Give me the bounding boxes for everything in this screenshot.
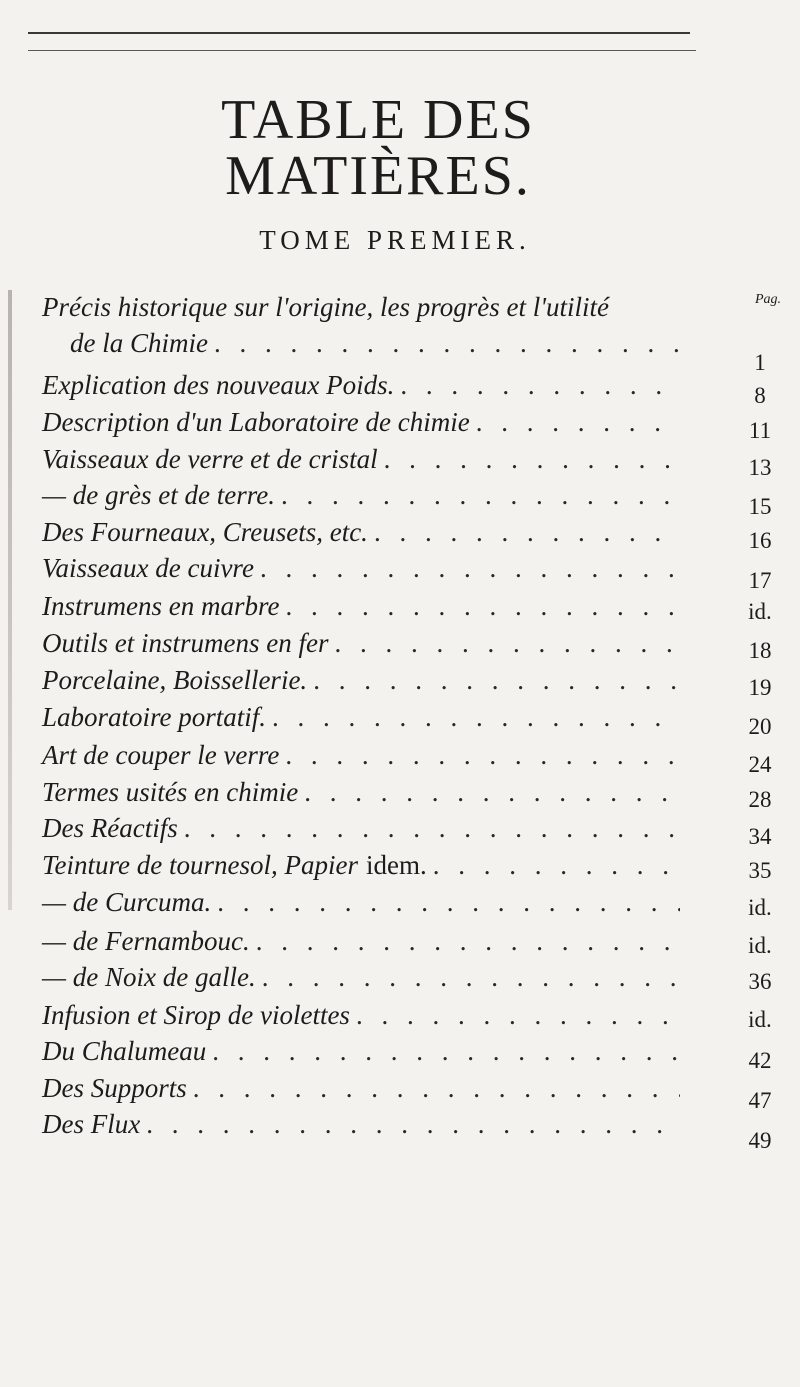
toc-entry-title: Des Réactifs [42,813,178,843]
toc-entry[interactable] [42,924,680,958]
dot-leader [285,589,680,623]
toc-page-number: 36 [748,969,772,994]
toc-page-number: 18 [748,638,772,663]
toc-page-number: 47 [748,1088,772,1113]
toc-entry-title: Du Chalumeau [42,1036,207,1066]
toc-entry-title: Art de couper le verre [42,740,280,770]
toc-entry-title: Termes usités en chimie [42,777,299,807]
volume-subtitle: TOME PREMIER. [259,225,531,255]
dot-leader [285,738,680,772]
dot-leader [356,998,680,1032]
dot-leader [214,326,680,360]
toc-page-number: 49 [748,1128,772,1153]
toc-entry[interactable] [42,1071,680,1105]
dot-leader [304,775,680,809]
toc-page-number: 35 [748,858,772,883]
toc-entry-title: Description d'un Laboratoire de chimie [42,407,470,437]
dot-leader [400,368,680,402]
toc-page-number: 20 [748,714,772,739]
toc-page-number: 24 [748,752,772,777]
dot-leader [184,811,680,845]
toc-entry-title: Teinture de tournesol, Papier [42,850,358,880]
toc-entry-title: Des Fourneaux, Creusets, etc. [42,517,368,547]
toc-entry-title: — de grès et de terre. [42,480,275,510]
dot-leader [433,848,680,882]
toc-page-number: 1 [754,350,766,375]
dot-leader [212,1034,680,1068]
dot-leader [374,515,680,549]
page-title: TABLE DES MATIÈRES. [221,89,535,207]
toc-entry[interactable] [42,405,680,439]
toc-entry[interactable] [42,811,680,845]
toc-entry[interactable] [42,626,680,660]
toc-page-number: id. [748,933,772,958]
toc-entry[interactable] [42,960,680,994]
toc-page-number: id. [748,895,772,920]
dot-leader [260,551,680,585]
dot-leader [281,478,680,512]
toc-page-number: 34 [748,824,772,849]
toc-entry[interactable] [42,515,680,549]
dot-leader [476,405,680,439]
toc-entry[interactable] [42,551,680,585]
toc-entry[interactable] [42,290,745,324]
toc-page-number: 17 [748,568,772,593]
toc-page-number: 19 [748,675,772,700]
toc-entry-title: Infusion et Sirop de violettes [42,1000,350,1030]
toc-page-number: id. [748,1007,772,1032]
toc-entry[interactable] [42,1107,680,1141]
toc-entry-title: Précis historique sur l'origine, les progrès et l'utilité [42,292,610,322]
dot-leader [272,700,680,734]
toc-page-number: id. [748,599,772,624]
toc-page-number: 16 [748,528,772,553]
dot-leader [146,1107,680,1141]
dot-leader [384,442,680,476]
toc-entry[interactable] [42,589,680,623]
toc-entry-title: — de Curcuma. [42,887,212,917]
dot-leader [313,663,680,697]
toc-entry[interactable] [42,738,680,772]
toc-entry-title: Porcelaine, Boissellerie. [42,665,308,695]
dot-leader [262,960,680,994]
toc-entry[interactable] [42,663,680,697]
toc-entry-title: — de Noix de galle. [42,962,256,992]
dot-leader [256,924,680,958]
toc-page-number: 8 [754,383,766,408]
toc-entry-title: Laboratoire portatif. [42,702,267,732]
toc-page-number: 13 [748,455,772,480]
toc-entry-title: Outils et instrumens en fer [42,628,329,658]
toc-entry[interactable] [42,848,680,882]
dot-leader [334,626,680,660]
toc-entry[interactable] [42,885,680,919]
toc-entry-title: Instrumens en marbre [42,591,280,621]
toc-entry[interactable] [42,998,680,1032]
dot-leader [193,1071,680,1105]
toc-page-number: 28 [748,787,772,812]
toc-entry-note: idem. [365,850,427,880]
toc-entry[interactable] [70,326,680,360]
toc-entry[interactable] [42,700,680,734]
toc-entry-title: Vaisseaux de cuivre [42,553,254,583]
toc-page-number: 11 [748,418,772,443]
toc-entry[interactable] [42,775,680,809]
toc-entry-title: Des Supports [42,1073,187,1103]
toc-entry-title: de la Chimie [70,328,208,358]
toc-entry[interactable] [42,368,680,402]
toc-entry-title: Des Flux [42,1109,141,1139]
toc-entry[interactable] [42,442,680,476]
toc-entry-title: Explication des nouveaux Poids. [42,370,395,400]
toc-page-number: 42 [748,1048,772,1073]
toc-entry[interactable] [42,478,680,512]
toc-entry-title: — de Fernambouc. [42,926,250,956]
toc-entry-title: Vaisseaux de verre et de cristal [42,444,378,474]
page-column-label: Pag. [755,292,782,307]
toc-entry[interactable] [42,1034,680,1068]
dot-leader [217,885,680,919]
toc-page-number: 15 [748,494,772,519]
